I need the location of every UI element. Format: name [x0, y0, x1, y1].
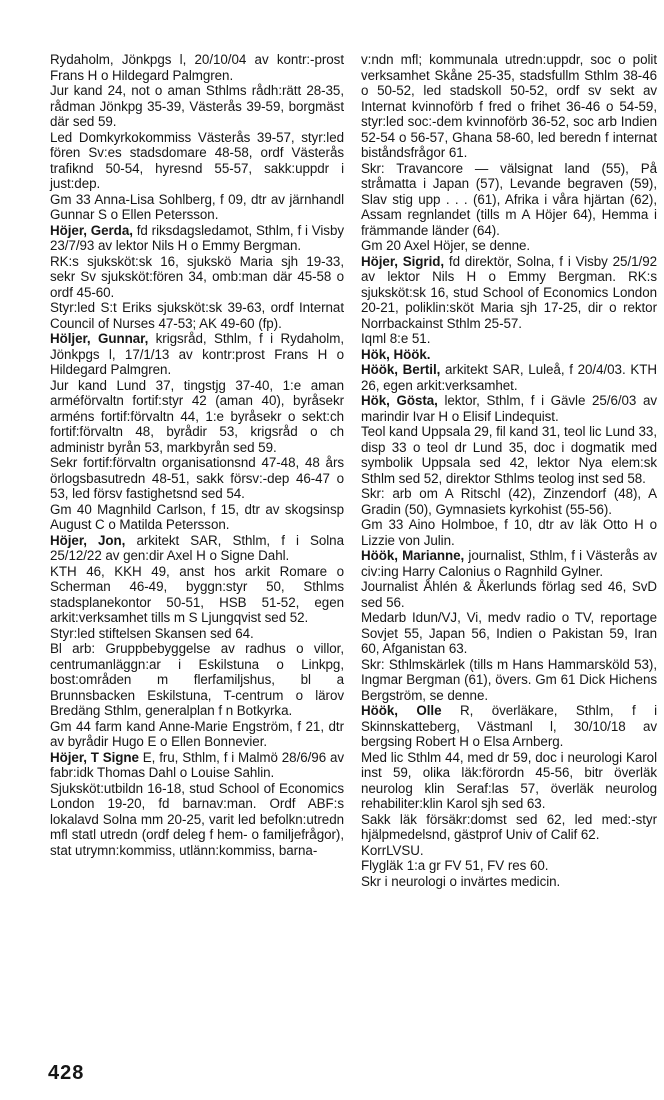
entry-text: Medarb Idun/VJ, Vi, medv radio o TV, reportage Sovjet 55, Japan 56, Indien o Pakistan 59, Iran 60, Afganistan 63.	[361, 610, 657, 656]
biography-paragraph	[361, 858, 657, 874]
entry-text: krigsråd, Sthlm, f i Rydaholm, Jönkpgs l, 17/1/13 av kontr:prost Frans H o Hildegard Palmgren.	[50, 331, 345, 377]
biography-paragraph	[361, 161, 657, 239]
biography-paragraph	[361, 52, 657, 161]
entry-text: Iqml 8:e 51.	[361, 331, 431, 346]
entry-headword: Hök, Höök.	[361, 346, 431, 362]
entry-text: Styr:led S:t Eriks sjuksköt:sk 39-63, ordf Internat Council of Nurses 47-53; AK 49-60 (fp).	[50, 300, 344, 331]
entry-text: arkitekt SAR, Luleå, f 20/4/03. KTH 26, egen arkit:verksamhet.	[361, 362, 657, 393]
biography-paragraph	[361, 843, 657, 859]
biography-paragraph	[361, 750, 657, 812]
entry-headword: Höök, Olle	[361, 703, 442, 718]
entry-text: Skr: Sthlmskärlek (tills m Hans Hammarsköld 53), Ingmar Bergman (61), övers. Gm 61 Dick Hichens Bergström, se denne.	[361, 656, 657, 703]
entry-text: Sjuksköt:utbildn 16-18, stud School of Economics London 19-20, fd barnav:man. Ordf ABF:s lokalavd Solna mm 20-25, varit led befolkn:utredn mfl statl utredn (ordf deleg f hem- o familjefrågor), stat utrymn:kommiss, utlänn:kommiss, barna-	[50, 780, 344, 858]
entry-text: Led Domkyrkokommiss Västerås 39-57, styr:led fören Sv:es stadsdomare 48-58, ordf Västerås trafiknd 50-54, hyresnd 55-57, sakk:uppdr i just:dep.	[50, 129, 344, 191]
biography-paragraph	[361, 579, 657, 610]
entry-text: Skr: Travancore — välsignat land (55), På stråmatta i Japan (57), Levande begraven (59), Slav stig upp . . . (61), Afrika i våra hjärtan (62), Assam regnlandet (tills m A Höjer 64), Hemma i främmande länder (64).	[361, 160, 657, 238]
entry-text: Gm 33 Aino Holmboe, f 10, dtr av läk Otto H o Lizzie von Julin.	[361, 517, 657, 548]
biography-paragraph	[50, 781, 344, 859]
biography-paragraph	[361, 393, 657, 424]
biography-paragraph	[50, 564, 344, 626]
biography-paragraph	[361, 657, 657, 704]
biography-paragraph	[50, 378, 344, 456]
biography-paragraph	[50, 331, 344, 378]
biography-paragraph	[361, 703, 657, 750]
biography-paragraph	[361, 331, 657, 347]
entry-text: Skr i neurologi o invärtes medicin.	[361, 873, 561, 889]
entry-text: RK:s sjuksköt:sk 16, sjukskö Maria sjh 19-33, sekr Sv sjuksköt:fören 34, omb:man där 45-58 o ordf 45-60.	[50, 253, 344, 300]
biography-paragraph	[50, 192, 344, 223]
entry-text: Sakk läk försäkr:domst sed 62, led med:-styr hjälpmedelsnd, gästprof Univ of Calif 62.	[361, 811, 657, 842]
entry-text: Gm 20 Axel Höjer, se denne.	[361, 238, 531, 253]
biography-paragraph	[50, 130, 344, 192]
biography-paragraph	[50, 83, 344, 130]
entry-headword: Höjer, Jon,	[50, 532, 126, 548]
entry-text: Gm 44 farm kand Anne-Marie Engström, f 21, dtr av byrådir Hugo E o Ellen Bonnevier.	[50, 718, 344, 749]
biography-paragraph	[361, 424, 657, 486]
biography-paragraph	[50, 641, 344, 719]
entry-headword: Höjer, Gerda,	[50, 222, 133, 238]
entry-text: KorrLVSU.	[361, 842, 424, 858]
entry-text: Gm 33 Anna-Lisa Sohlberg, f 09, dtr av järnhandl Gunnar S o Ellen Petersson.	[50, 191, 344, 222]
biography-paragraph	[50, 254, 344, 301]
left-column	[50, 52, 344, 858]
entry-text: Teol kand Uppsala 29, fil kand 31, teol lic Lund 33, disp 33 o teol dr Lund 35, doc i dogmatik med symbolik Uppsala sed 42, lektor Nya elem:sk Sthlm sed 52, direktor Sthlms teolog inst sed 58.	[361, 424, 657, 486]
entry-headword: Höök, Marianne,	[361, 548, 465, 563]
entry-headword: Höök, Bertil,	[361, 362, 441, 377]
entry-headword: Höjer, Sigrid,	[361, 253, 445, 269]
biography-paragraph	[361, 812, 657, 843]
entry-text: Gm 40 Magnhild Carlson, f 15, dtr av skogsinsp August C o Matilda Petersson.	[50, 501, 344, 532]
entry-text: Bl arb: Gruppbebyggelse av radhus o villor, centrumanläggn:ar i Eskilstuna o Linkpg, bost:områden m flerfamiljshus, bl a Brunnsbacken Eskilstuna, T-centrum o lärov Bredäng Sthlm, generalplan f n Botkyrka.	[50, 641, 344, 718]
biography-paragraph	[361, 238, 657, 254]
entry-text: Rydaholm, Jönkpgs l, 20/10/04 av kontr:-prost Frans H o Hildegard Palmgren.	[50, 52, 344, 83]
entry-text: Skr: arb om A Ritschl (42), Zinzendorf (48), A Gradin (50), Gymnasiets kyrkohist (55-56).	[361, 486, 657, 517]
biography-paragraph	[361, 548, 657, 579]
biography-paragraph	[361, 610, 657, 657]
entry-text: R, överläkare, Sthlm, f i Skinnskatteberg, Västmanl l, 30/10/18 av bergsing Robert H o Elsa Arnberg.	[361, 703, 657, 749]
entry-text: Styr:led stiftelsen Skansen sed 64.	[50, 625, 254, 641]
biography-paragraph	[50, 533, 344, 564]
entry-text: fd riksdagsledamot, Sthlm, f i Visby 23/7/93 av lektor Nils H o Emmy Bergman.	[50, 222, 344, 253]
biography-paragraph	[50, 502, 344, 533]
entry-text: arkitekt SAR, Sthlm, f i Solna 25/12/22 av gen:dir Axel H o Signe Dahl.	[50, 532, 344, 563]
entry-text: Journalist Åhlén & Åkerlunds förlag sed 46, SvD sed 56.	[361, 579, 657, 610]
entry-headword: Höjer, T Signe	[50, 749, 139, 765]
biography-paragraph	[50, 719, 344, 750]
entry-text: Jur kand 24, not o aman Sthlms rådh:rätt 28-35, rådman Jönkpg 35-39, Västerås 39-59, borgmäst där sed 59.	[50, 83, 344, 129]
entry-text: Sekr fortif:förvaltn organisationsnd 47-48, 48 års örlogsbasutredn 48-51, sakk försv:-dep 46-47 o 53, led försv fastighetsnd sed 54.	[50, 455, 344, 501]
entry-headword: Hök, Gösta,	[361, 393, 438, 408]
entry-text: Flygläk 1:a gr FV 51, FV res 60.	[361, 858, 549, 873]
page-number: 428	[48, 1062, 85, 1084]
entry-text: Med lic Sthlm 44, med dr 59, doc i neurologi Karol inst 59, olika läk:förordn 45-56, bitr överläk neurolog klin Seraf:las 57, överläk neurolog rehabiliter:klin Karol sjh sed 63.	[361, 749, 657, 811]
biography-paragraph	[50, 626, 344, 642]
entry-text: journalist, Sthlm, f i Västerås av civ:ing Harry Calonius o Ragnhild Gylner.	[361, 548, 657, 579]
entry-headword: Höljer, Gunnar,	[50, 331, 149, 346]
biography-paragraph	[361, 486, 657, 517]
biography-paragraph	[50, 223, 344, 254]
biography-paragraph	[361, 362, 657, 393]
entry-text: Jur kand Lund 37, tingstjg 37-40, 1:e aman arméförvaltn fortif:styr 42 (aman 40), byråsekr arméns fortif:förvaltn 44, 1:e byråsekr o sekt:ch fortif:förvaltn 48, byrådir 53, krigsråd o ch administr byrån 53, markbyrån sed 59.	[50, 377, 344, 455]
entry-text: E, fru, Sthlm, f i Malmö 28/6/96 av fabr:idk Thomas Dahl o Louise Sahlin.	[50, 749, 344, 780]
entry-text: lektor, Sthlm, f i Gävle 25/6/03 av marindir Ivar H o Elisif Lindequist.	[361, 393, 657, 424]
entry-text: v:ndn mfl; kommunala utredn:uppdr, soc o polit verksamhet Skåne 25-35, stadsfullm Sthlm 38-46 o 50-52, led stadskoll 50-52, ordf sv sekt av Internat kvinnoförb f fred o frihet 36-46 o 54-59, styr:led soc:-dem kvinnoförb 36-52, soc arb Indien 52-54 o 56-57, Ghana 58-60, led beredn f internat biståndsfrågor 61.	[361, 52, 657, 160]
biography-paragraph	[361, 254, 657, 332]
entry-text: KTH 46, KKH 49, anst hos arkit Romare o Scherman 46-49, byggn:styr 50, Sthlms stadsplanekontor 50-51, HSB 51-52, egen arkit:verksamhet tills m S Ljungqvist sed 52.	[50, 563, 344, 625]
biography-paragraph	[50, 52, 344, 83]
biography-paragraph	[50, 300, 344, 331]
biography-paragraph	[361, 517, 657, 548]
entry-text: fd direktör, Solna, f i Visby 25/1/92 av lektor Nils H o Emmy Bergman. RK:s sjuksköt:sk 16, stud School of Economics London 20-21, poliklin:sköt Maria sjh 17-25, dir o rektor Norrbackainst Sthlm 25-57.	[361, 253, 657, 331]
biography-paragraph	[361, 874, 657, 890]
biography-paragraph	[361, 347, 657, 363]
right-column	[361, 52, 657, 889]
biography-paragraph	[50, 750, 344, 781]
biography-paragraph	[50, 455, 344, 502]
